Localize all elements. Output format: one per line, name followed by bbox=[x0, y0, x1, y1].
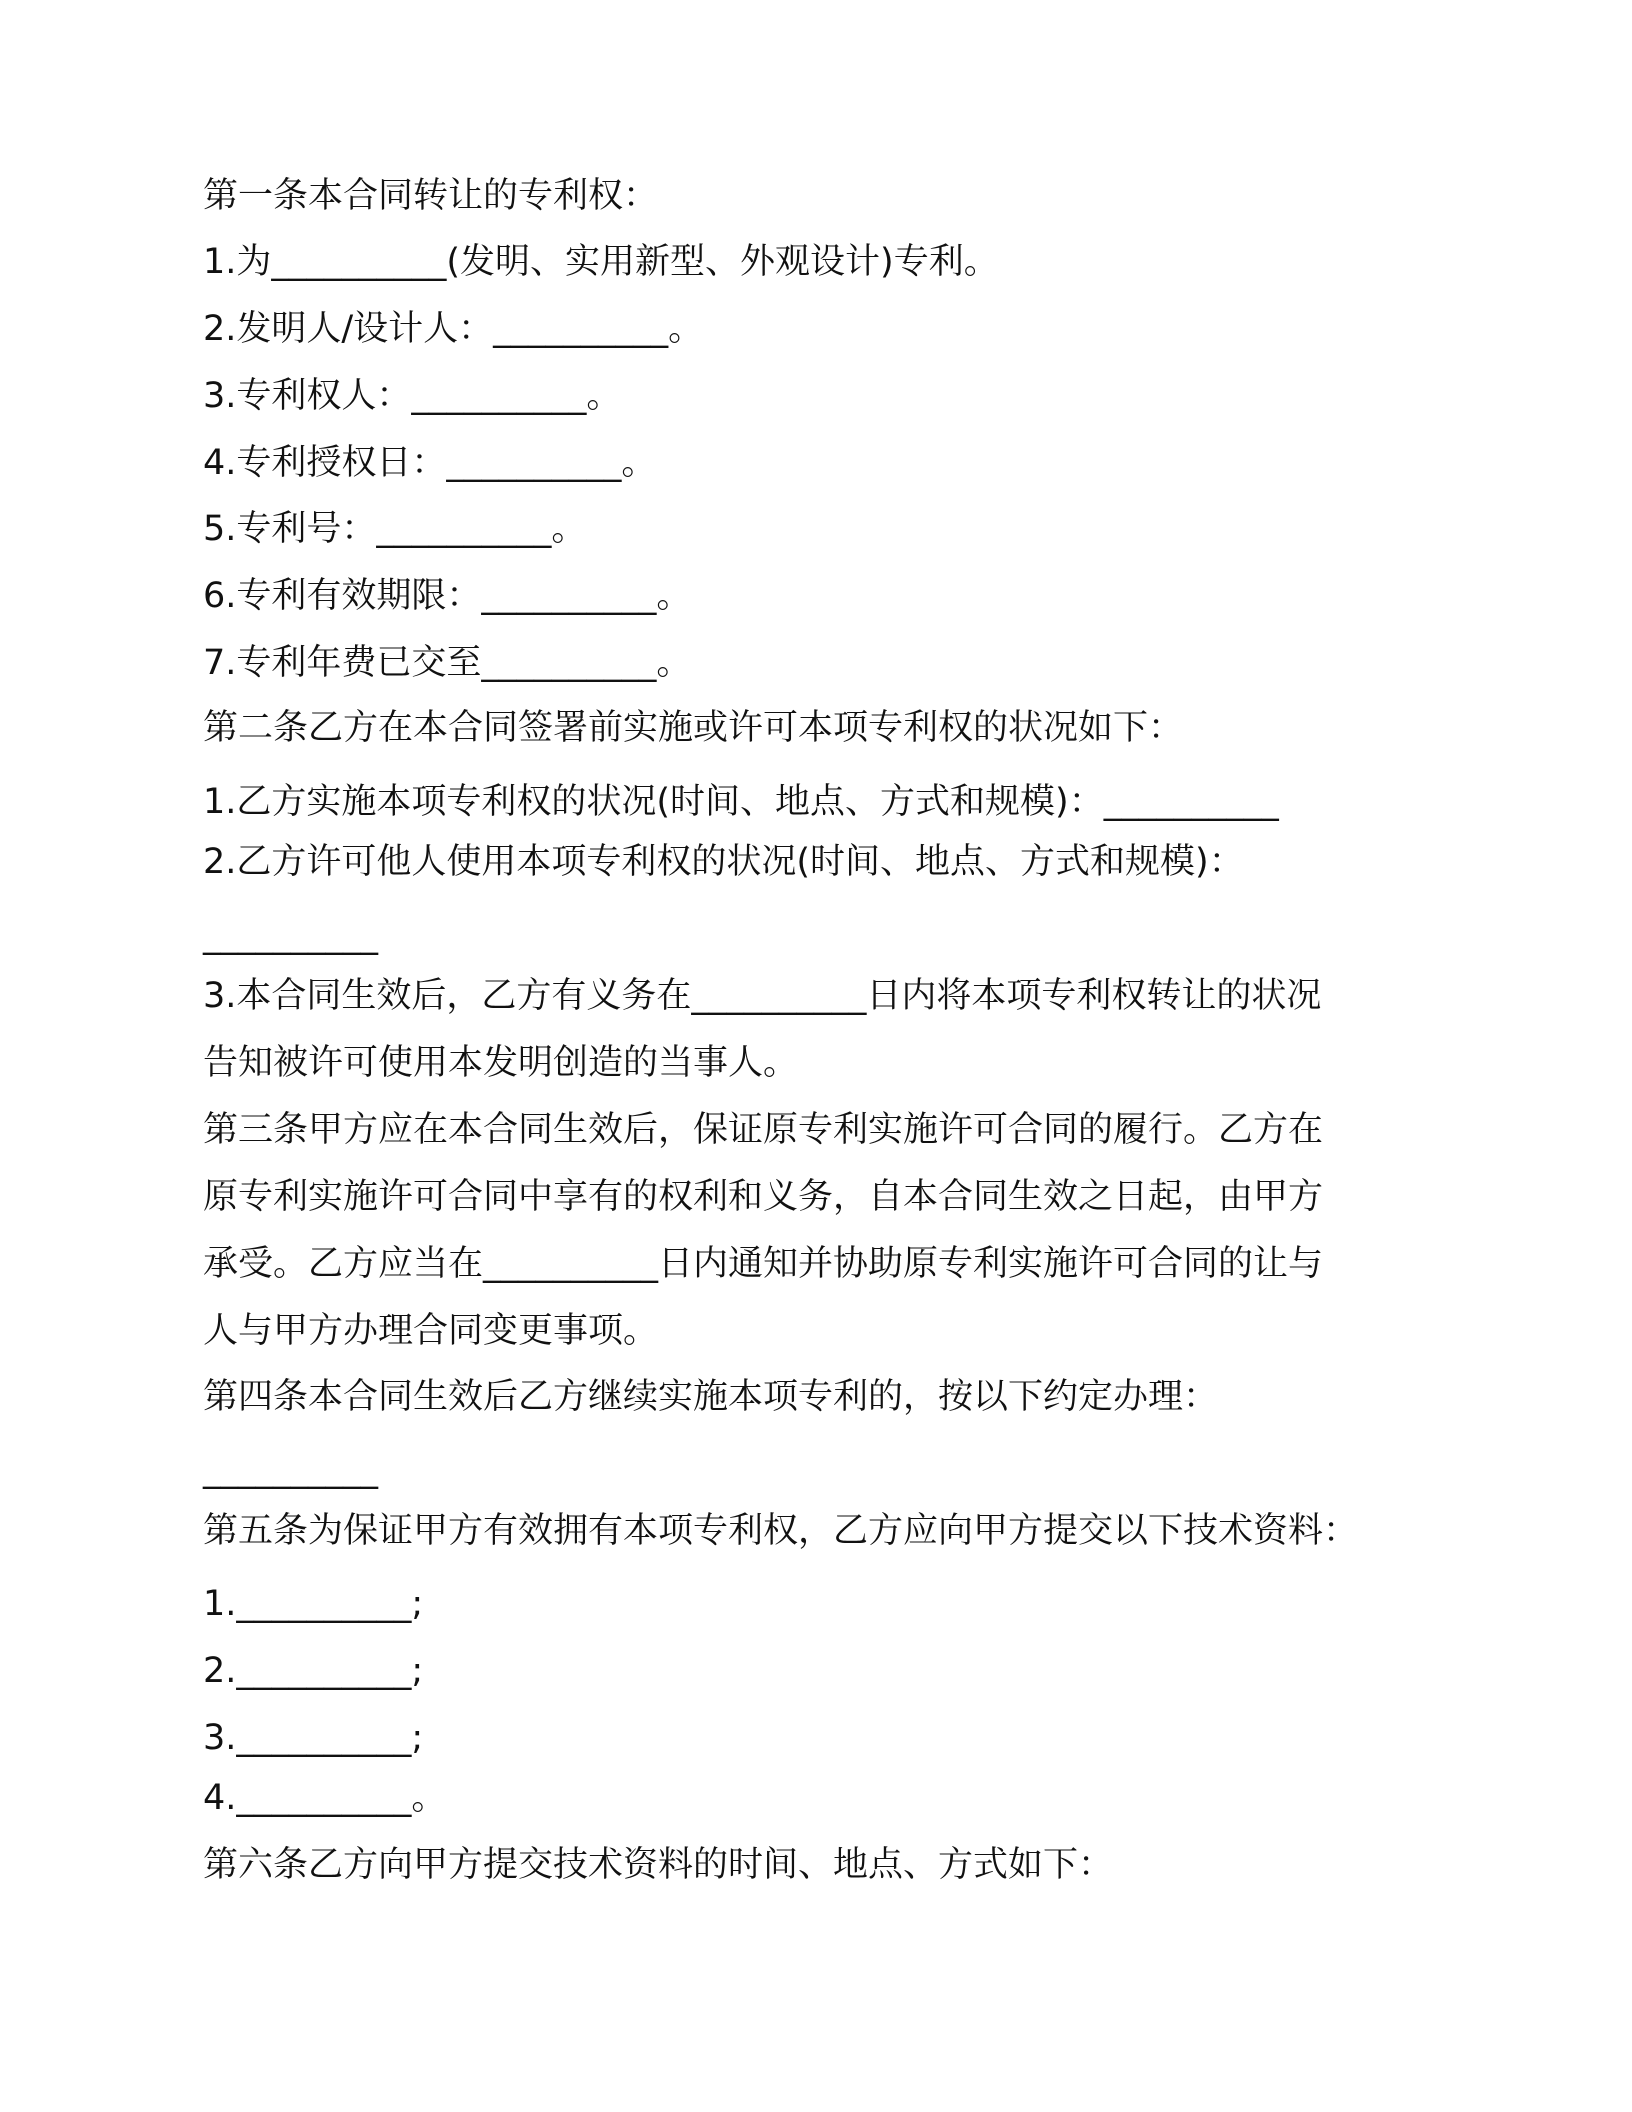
article-1-item-1: 1.为__________(发明、实用新型、外观设计)专利。 bbox=[203, 242, 999, 282]
article-3-paragraph: 第三条甲方应在本合同生效后，保证原专利实施许可合同的履行。乙方在 bbox=[203, 1110, 1324, 1150]
article-1-item-7: 7.专利年费已交至__________。 bbox=[203, 643, 692, 683]
article-5-item-1: 1.__________; bbox=[203, 1584, 424, 1624]
article-5-item-2: 2.__________; bbox=[203, 1651, 424, 1691]
article-1-item-2: 2.发明人/设计人：__________。 bbox=[203, 309, 704, 349]
article-2-heading: 第二条乙方在本合同签署前实施或许可本项专利权的状况如下： bbox=[203, 708, 1184, 748]
article-3-paragraph-3: 承受。乙方应当在__________日内通知并协助原专利实施许可合同的让与 bbox=[203, 1244, 1324, 1284]
article-5-item-4: 4.__________。 bbox=[203, 1778, 447, 1818]
article-6-heading: 第六条乙方向甲方提交技术资料的时间、地点、方式如下： bbox=[203, 1845, 1114, 1885]
article-2-item-2-blank: __________ bbox=[203, 916, 378, 956]
article-4-heading: 第四条本合同生效后乙方继续实施本项专利的，按以下约定办理： bbox=[203, 1377, 1219, 1417]
article-1-item-4: 4.专利授权日：__________。 bbox=[203, 443, 657, 483]
article-1-heading: 第一条本合同转让的专利权： bbox=[203, 176, 659, 216]
article-2-item-3-cont: 告知被许可使用本发明创造的当事人。 bbox=[203, 1043, 799, 1083]
article-1-item-6: 6.专利有效期限：__________。 bbox=[203, 576, 692, 616]
article-1-item-3: 3.专利权人：__________。 bbox=[203, 376, 622, 416]
article-2-item-3: 3.本合同生效后，乙方有义务在__________日内将本项专利权转让的状况 bbox=[203, 976, 1322, 1016]
article-2-item-1: 1.乙方实施本项专利权的状况(时间、地点、方式和规模)：__________ bbox=[203, 782, 1279, 822]
article-3-paragraph-4: 人与甲方办理合同变更事项。 bbox=[203, 1311, 659, 1351]
article-3-paragraph-2: 原专利实施许可合同中享有的权利和义务，自本合同生效之日起，由甲方 bbox=[203, 1177, 1324, 1217]
article-4-blank: __________ bbox=[203, 1450, 378, 1490]
article-5-heading: 第五条为保证甲方有效拥有本项专利权，乙方应向甲方提交以下技术资料： bbox=[203, 1511, 1359, 1551]
article-2-item-2: 2.乙方许可他人使用本项专利权的状况(时间、地点、方式和规模)： bbox=[203, 842, 1244, 882]
article-5-item-3: 3.__________; bbox=[203, 1718, 424, 1758]
article-1-item-5: 5.专利号：__________。 bbox=[203, 509, 587, 549]
